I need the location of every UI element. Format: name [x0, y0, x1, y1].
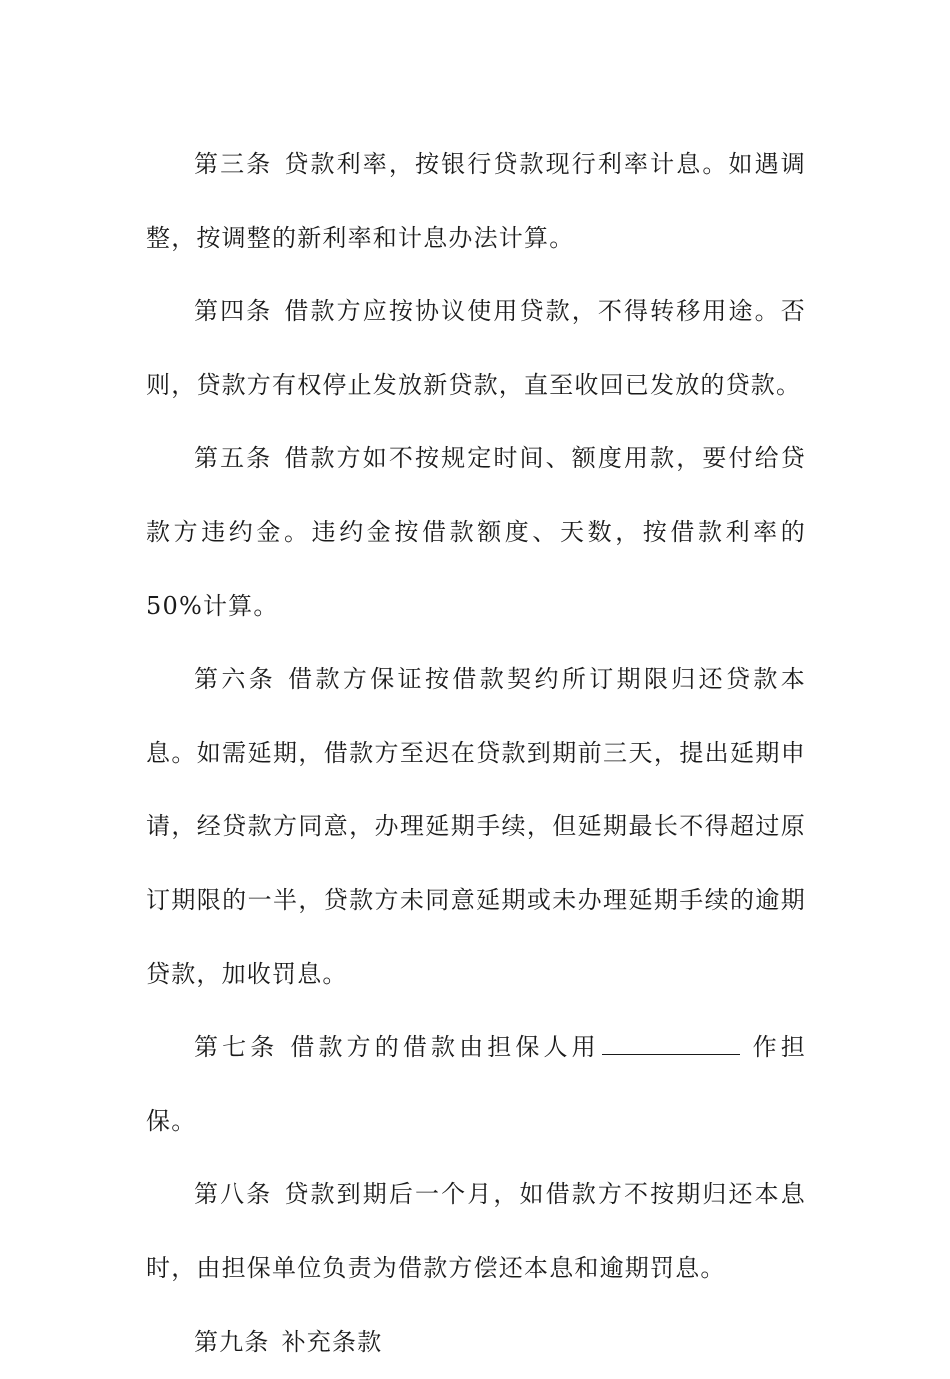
article-text: 贷款到期后一个月，如借款方不按期归还本息时，由担保单位负责为借款方偿还本息和逾期罚息。: [146, 1180, 806, 1282]
article-text: 作担保。: [146, 1033, 806, 1135]
article-heading: 第三条: [194, 150, 272, 178]
article-text: 借款方如不按规定时间、额度用款，要付给贷款方违约金。违约金按借款额度、天数，按借款利率的50%计算。: [146, 444, 806, 619]
article-5: [146, 422, 806, 643]
article-heading: 第八条: [194, 1180, 272, 1208]
article-heading: 第九条: [194, 1328, 270, 1356]
guarantee-blank-line: [602, 1036, 740, 1055]
article-4: [146, 275, 806, 422]
article-text: 补充条款: [282, 1328, 383, 1356]
article-text: 借款方保证按借款契约所订期限归还贷款本息。如需延期，借款方至迟在贷款到期前三天，提出延期申请，经贷款方同意，办理延期手续，但延期最长不得超过原订期限的一半，贷款方未同意延期或未办理延期手续的逾期贷款，加收罚息。: [146, 665, 806, 987]
article-heading: 第五条: [194, 444, 272, 472]
article-heading: 第六条: [194, 665, 276, 693]
article-text: 借款方应按协议使用贷款，不得转移用途。否则，贷款方有权停止发放新贷款，直至收回已发放的贷款。: [146, 297, 806, 399]
article-heading: 第七条: [194, 1033, 278, 1061]
article-text: 借款方的借款由担保人用: [290, 1033, 599, 1061]
article-3: [146, 128, 806, 275]
article-text: 贷款利率，按银行贷款现行利率计息。如遇调整，按调整的新利率和计息办法计算。: [146, 150, 806, 252]
article-heading: 第四条: [194, 297, 272, 325]
article-9: [146, 1306, 806, 1379]
article-7: [146, 1011, 806, 1158]
article-6: [146, 643, 806, 1011]
contract-body: [146, 128, 806, 1379]
article-8: [146, 1158, 806, 1305]
